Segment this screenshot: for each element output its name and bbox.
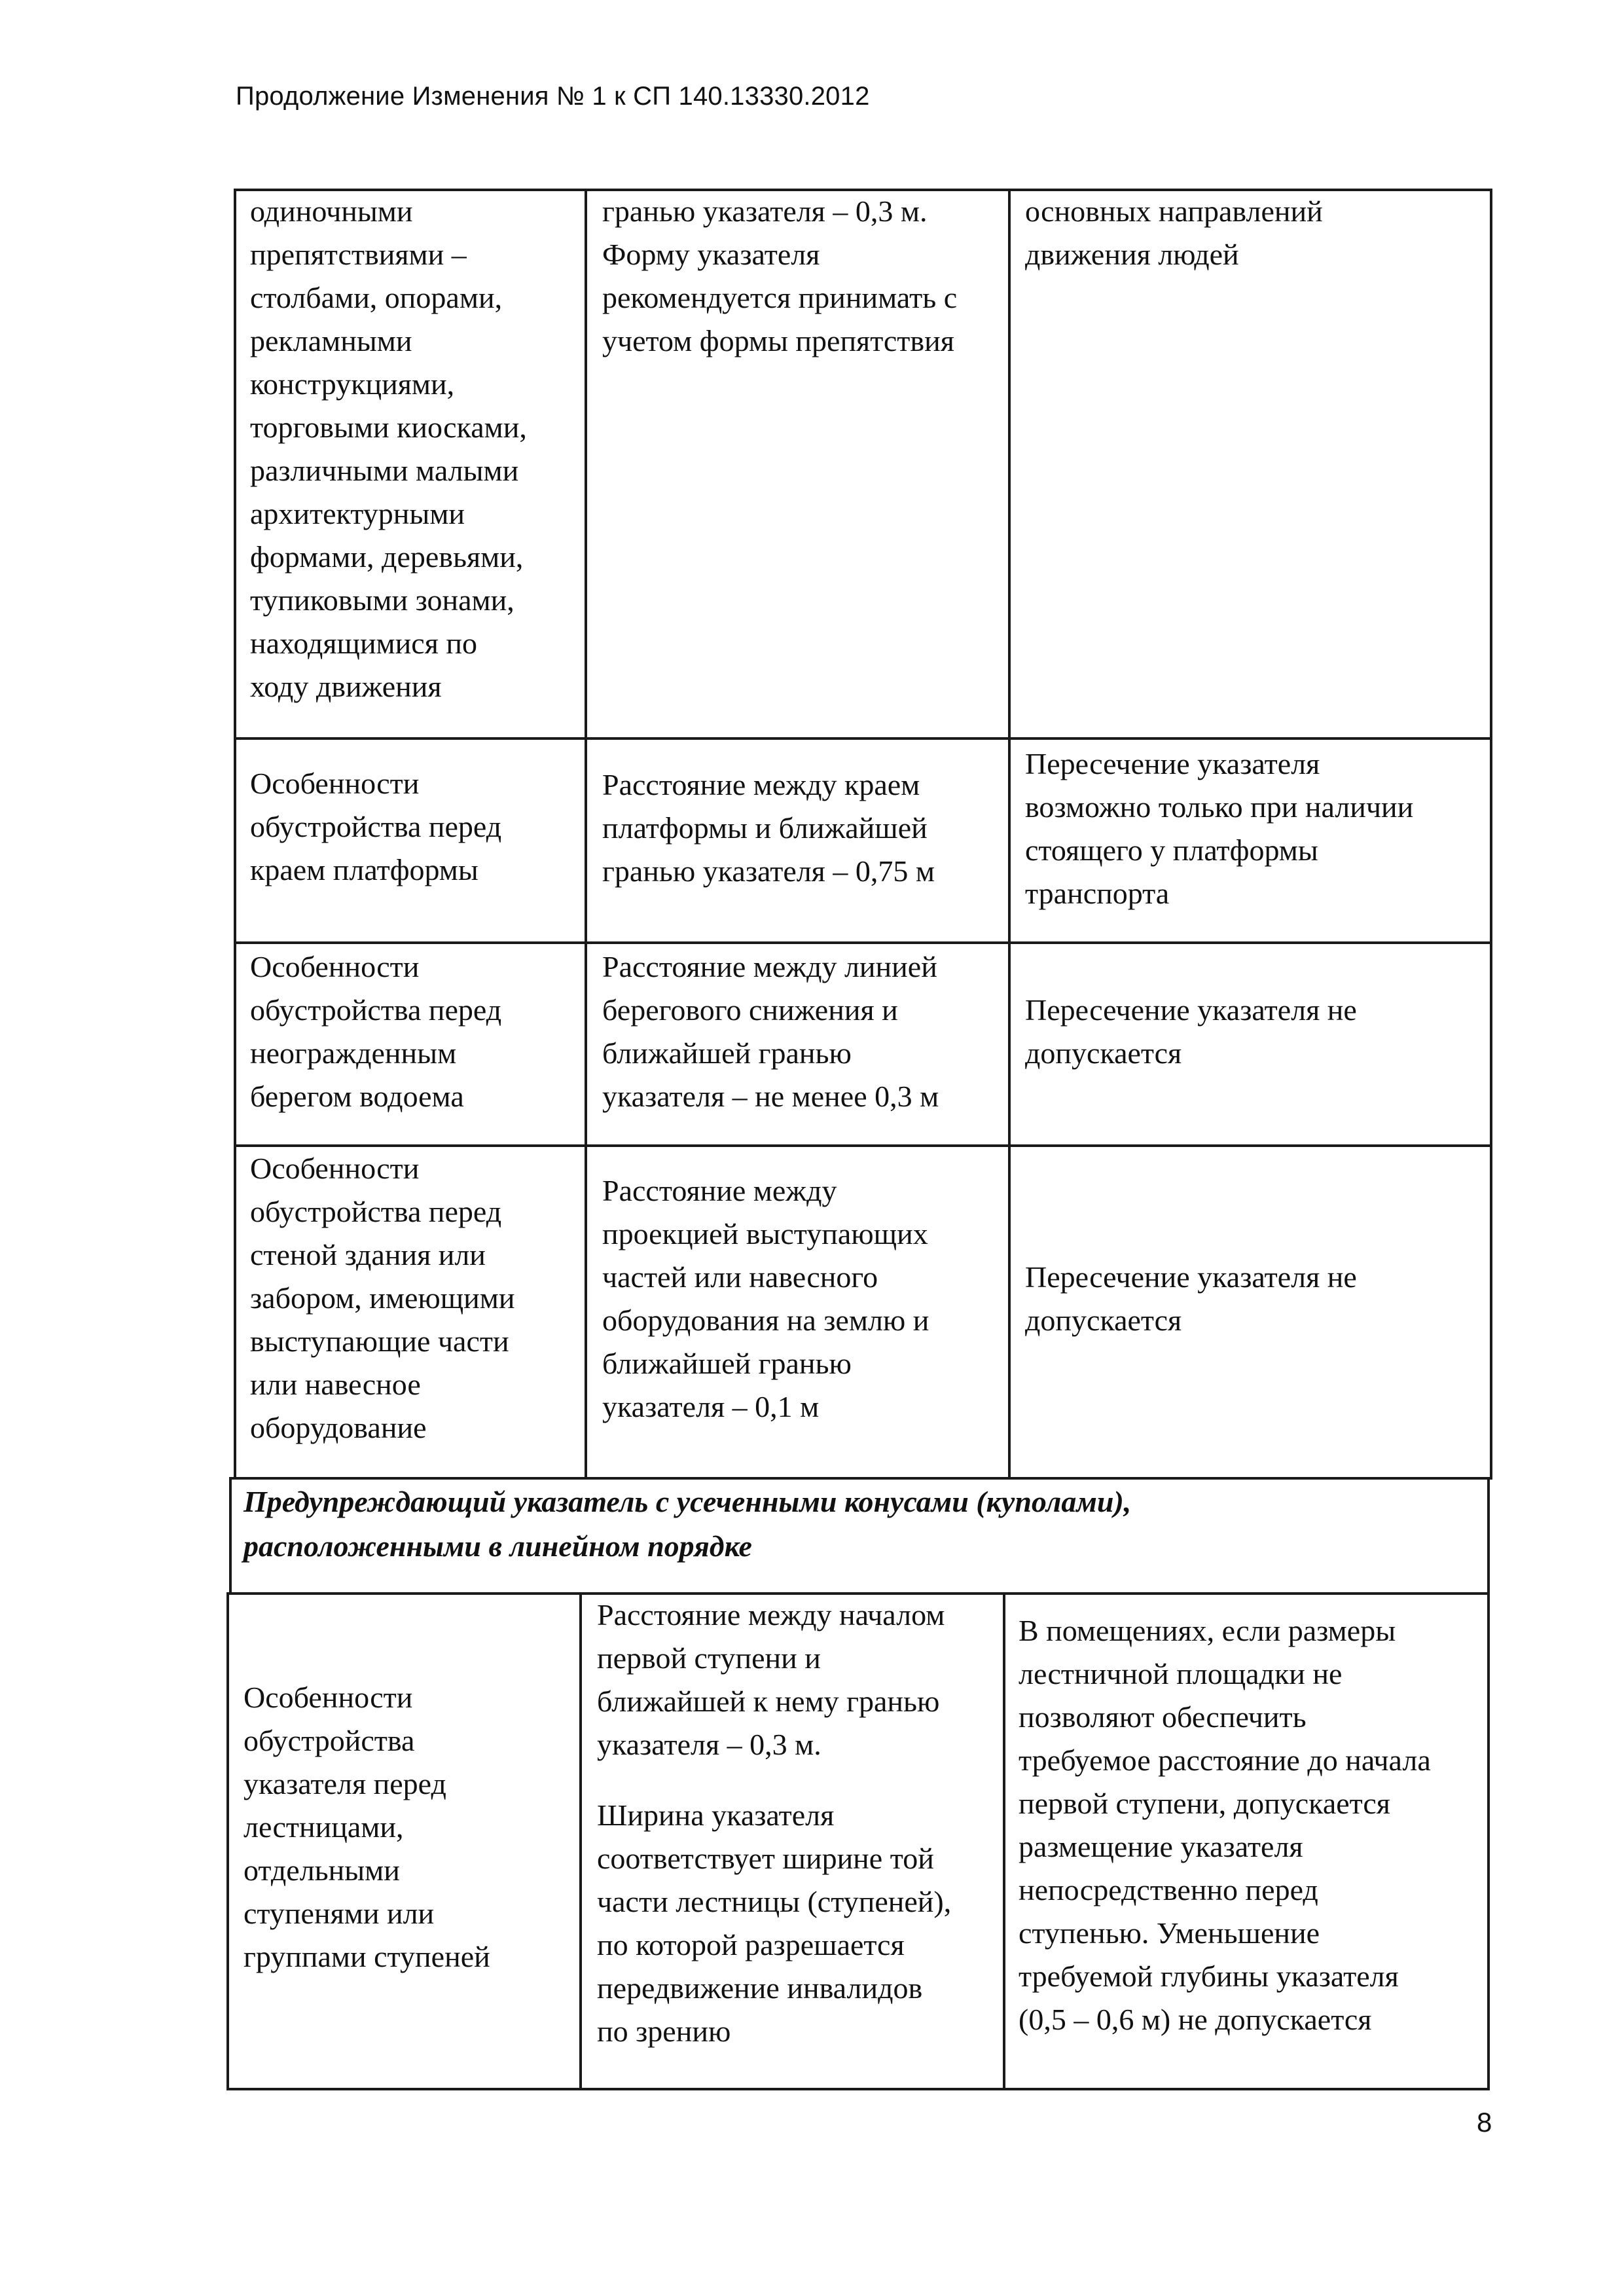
table-cell-distance: Расстояние между началом первой ступени и ближайшей к нему гранью указателя – 0,3 м. [597,1598,945,1761]
table-cell-feature: Особенности обустройства указателя перед лестницами, отдельными ступенями или группами ступеней [244,1681,490,1973]
table-border-left [234,189,236,1478]
table-cell-feature: Особенности обустройства перед неогражденным берегом водоема [250,950,502,1113]
section-title: Предупреждающий указатель с усеченными конусами (куполами), расположенными в линейном порядке [244,1485,1132,1563]
table-border-left [226,1592,229,2090]
column-divider [579,1592,582,2090]
row-divider [234,737,1492,740]
table-cell-note: Пересечение указателя не допускается [1025,993,1357,1070]
table-cell-feature: Особенности обустройства перед стеной здания или забором, имеющими выступающие части или навесное оборудование [250,1152,515,1444]
document-header: Продолжение Изменения № 1 к СП 140.13330.2012 [236,82,870,111]
table-cell-note: В помещениях, если размеры лестничной площадки не позволяют обеспечить требуемое расстояние до начала первой ступени, допускается размещение указателя непосредственно перед ступенью. Уменьшение требуемой глубины указателя (0,5 – 0,6 м) не допускается [1019,1614,1431,2036]
table-cell-feature: Особенности обустройства перед краем платформы [250,767,502,886]
table-cell-distance: Расстояние между линией берегового снижения и ближайшей гранью указателя – не менее 0,3 м [602,950,939,1113]
row-divider [234,941,1492,944]
page-number: 8 [1477,2107,1492,2138]
column-divider [1008,189,1011,1478]
column-divider [1003,1592,1005,2090]
table-cell-distance: гранью указателя – 0,3 м. Форму указателя рекомендуется принимать с учетом формы препятствия [602,194,958,357]
table-border-right [1490,189,1492,1478]
table-border-left [229,1477,232,1594]
table-border-right [1487,1477,1490,2090]
table-cell-note: Пересечение указателя возможно только при наличии стоящего у платформы транспорта [1025,747,1414,910]
table-cell-note: основных направлений движения людей [1025,194,1323,271]
table-cell-distance: Расстояние между краем платформы и ближайшей гранью указателя – 0,75 м [602,768,935,888]
table-cell-note: Пересечение указателя не допускается [1025,1260,1357,1337]
table-cell-feature: одиночными препятствиями – столбами, опорами, рекламными конструкциями, торговыми киосками, различными малыми архитектурными формами, деревьями, тупиковыми зонами, находящимися по ходу движения [250,194,527,703]
table-border-bottom [226,2088,1490,2090]
table-cell-distance: Ширина указателя соответствует ширине той части лестницы (ступеней), по которой разрешается передвижение инвалидов по зрению [597,1798,952,2048]
table-cell-distance: Расстояние между проекцией выступающих частей или навесного оборудования на землю и ближайшей гранью указателя – 0,1 м [602,1174,929,1423]
column-divider [585,189,587,1478]
